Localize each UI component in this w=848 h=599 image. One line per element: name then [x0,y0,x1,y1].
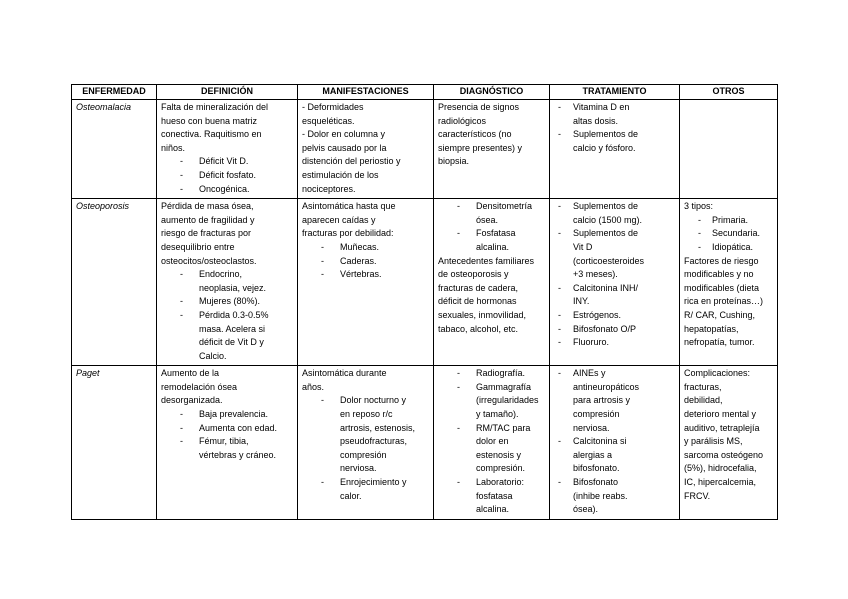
text-line: Factores de riesgo [684,255,759,266]
text-line: (inhibe reabs. [573,490,628,501]
text-line: - Suplementos de [554,200,675,214]
text-line: modificables y no [684,269,754,280]
text-line: - Densitometría [438,200,545,214]
text-line: Vit D [573,241,593,252]
disease-name: Osteoporosis [72,199,157,366]
text-line: nerviosa. [340,463,377,474]
text-line: compresión [340,449,387,460]
text-line: - Aumenta con edad. [161,422,293,436]
text-line: ósea). [573,504,599,515]
text-line: (5%), hidrocefalia, [684,463,757,474]
text-line: calcio (1500 mg). [573,214,643,225]
text-line: - Endocrino, [161,268,293,282]
text-line: Complicaciones: [684,368,751,379]
text-line: nociceptores. [302,183,356,194]
text-line: - Gammagrafía [438,381,545,395]
text-line: - Idiopática. [684,241,773,255]
definicion-cell [157,199,298,366]
text-line: INY. [573,296,590,307]
text-line: debilidad, [684,395,723,406]
text-line: Antecedentes familiares [438,255,535,266]
text-line: deterioro mental y [684,409,757,420]
text-line: Falta de mineralización del [161,102,269,112]
text-line: Aumento de la [161,368,220,379]
text-line: hepatopatías, [684,323,739,334]
text-line: - Muñecas. [302,241,429,255]
text-line: déficit de Vit D y [199,337,264,348]
text-line: déficit de hormonas [438,296,517,307]
text-line: - Dolor en columna y [302,129,386,140]
text-line: y parálisis MS, [684,436,743,447]
header-manifestaciones: MANIFESTACIONES [298,85,434,100]
text-line: niños. [161,142,186,153]
text-line: - Suplementos de [554,128,675,142]
text-line: modificables (dieta [684,282,760,293]
text-line: tabaco, alcohol, etc. [438,323,519,334]
tratamiento-cell [550,100,680,199]
text-line: (irregularidades [476,395,539,406]
diagnostico-cell [434,199,550,366]
text-line: años. [302,381,325,392]
text-line: compresión [573,409,620,420]
manifestaciones-cell [298,199,434,366]
text-line: desequilibrio entre [161,241,235,252]
otros-cell [680,100,778,199]
text-line: fracturas de cadera, [438,282,519,293]
text-line: pelvis causado por la [302,142,387,153]
header-definicion: DEFINICIÓN [157,85,298,100]
text-line: +3 meses). [573,269,618,280]
text-line: fracturas por debilidad: [302,228,394,239]
text-line: esqueléticas. [302,115,355,126]
text-line: y tamaño). [476,409,519,420]
text-line: FRCV. [684,490,711,501]
disease-name: Paget [72,366,157,520]
text-line: masa. Acelera si [199,323,266,334]
text-line: - Radiografía. [438,367,545,381]
text-line: hueso con buena matriz [161,115,258,126]
text-line: (corticoesteroides [573,255,645,266]
disease-table [71,84,778,520]
text-line: - Primaria. [684,214,773,228]
text-line: antineuropáticos [573,381,640,392]
text-line: - Enrojecimiento y [302,476,429,490]
text-line: - Secundaria. [684,227,773,241]
text-line: alergias a [573,449,613,460]
definicion-cell [157,366,298,520]
text-line: bifosfonato. [573,463,620,474]
text-line: - Bifosfonato O/P [554,323,675,337]
text-line: pseudofracturas, [340,436,408,447]
definicion-cell [157,100,298,199]
header-diagnostico: DIAGNÓSTICO [434,85,550,100]
text-line: - Mujeres (80%). [161,295,293,309]
table-header-row [72,85,778,100]
text-line: alcalina. [476,241,510,252]
text-line: sarcoma osteógeno [684,449,764,460]
text-line: radiológicos [438,115,487,126]
header-tratamiento: TRATAMIENTO [550,85,680,100]
disease-name: Osteomalacia [72,100,157,199]
text-line: 3 tipos: [684,201,714,212]
text-line: R/ CAR, Cushing, [684,309,756,320]
text-line: - Estrógenos. [554,309,675,323]
text-line: distención del periostio y [302,156,401,167]
text-line: - Oncogénica. [161,183,293,197]
text-line: en reposo r/c [340,409,393,420]
text-line: artrosis, estenosis, [340,422,416,433]
text-line: - Vitamina D en [554,101,675,115]
text-line: altas dosis. [573,115,619,126]
text-line: estimulación de los [302,169,379,180]
text-line: osteocitos/osteoclastos. [161,255,257,266]
text-line: para artrosis y [573,395,631,406]
text-line: - Dolor nocturno y [302,394,429,408]
table-row [72,100,778,199]
otros-cell [680,199,778,366]
text-line: - AINEs y [554,367,675,381]
text-line: aumento de fragilidad y [161,214,255,225]
text-line: - Déficit Vit D. [161,155,293,169]
text-line: - Suplementos de [554,227,675,241]
text-line: Pérdida de masa ósea, [161,201,254,212]
text-line: conectiva. Raquitismo en [161,129,262,140]
text-line: - Pérdida 0.3-0.5% [161,309,293,323]
text-line: calor. [340,490,362,501]
header-otros: OTROS [680,85,778,100]
text-line: nerviosa. [573,422,610,433]
text-line: Asintomática durante [302,368,387,379]
text-line: de osteoporosis y [438,269,509,280]
text-line: riesgo de fracturas por [161,228,252,239]
text-line: - Fosfatasa [438,227,545,241]
text-line: biopsia. [438,156,470,167]
text-line: alcalina. [476,504,510,515]
text-line: desorganizada. [161,395,223,406]
text-line: ósea. [476,214,499,225]
text-line: - Calcitonina INH/ [554,282,675,296]
text-line: aparecen caídas y [302,214,376,225]
tratamiento-cell [550,366,680,520]
text-line: - Laboratorio: [438,476,545,490]
text-line: fosfatasa [476,490,513,501]
text-line: - Déficit fosfato. [161,169,293,183]
table-row [72,199,778,366]
text-line: compresión. [476,463,526,474]
text-line: - Fluoruro. [554,336,675,350]
text-line: - Caderas. [302,255,429,269]
header-enfermedad: ENFERMEDAD [72,85,157,100]
text-line: característicos (no [438,129,512,140]
text-line: - Baja prevalencia. [161,408,293,422]
text-line: dolor en [476,436,509,447]
text-line: IC, hipercalcemia, [684,477,757,488]
text-line: - Fémur, tibia, [161,435,293,449]
text-line: Presencia de signos [438,102,520,112]
text-line: calcio y fósforo. [573,142,636,153]
text-line: - Calcitonina si [554,435,675,449]
tratamiento-cell [550,199,680,366]
table-row [72,366,778,520]
text-line: - Vértebras. [302,268,429,282]
text-line: fracturas, [684,381,722,392]
text-line: rica en proteínas…) [684,296,764,307]
text-line: neoplasia, vejez. [199,282,267,293]
text-line: - Deformidades [302,102,364,112]
manifestaciones-cell [298,100,434,199]
text-line: - Bifosfonato [554,476,675,490]
text-line: nefropatía, tumor. [684,337,755,348]
diagnostico-cell [434,366,550,520]
text-line: auditivo, tetraplejía [684,422,760,433]
diagnostico-cell [434,100,550,199]
otros-cell [680,366,778,520]
text-line: sexuales, inmovilidad, [438,309,527,320]
text-line: estenosis y [476,449,522,460]
text-line: siempre presentes) y [438,142,523,153]
manifestaciones-cell [298,366,434,520]
text-line: vértebras y cráneo. [199,449,277,460]
text-line: - RM/TAC para [438,422,545,436]
text-line: Calcio. [199,350,227,361]
text-line: remodelación ósea [161,381,238,392]
text-line: Asintomática hasta que [302,201,396,212]
